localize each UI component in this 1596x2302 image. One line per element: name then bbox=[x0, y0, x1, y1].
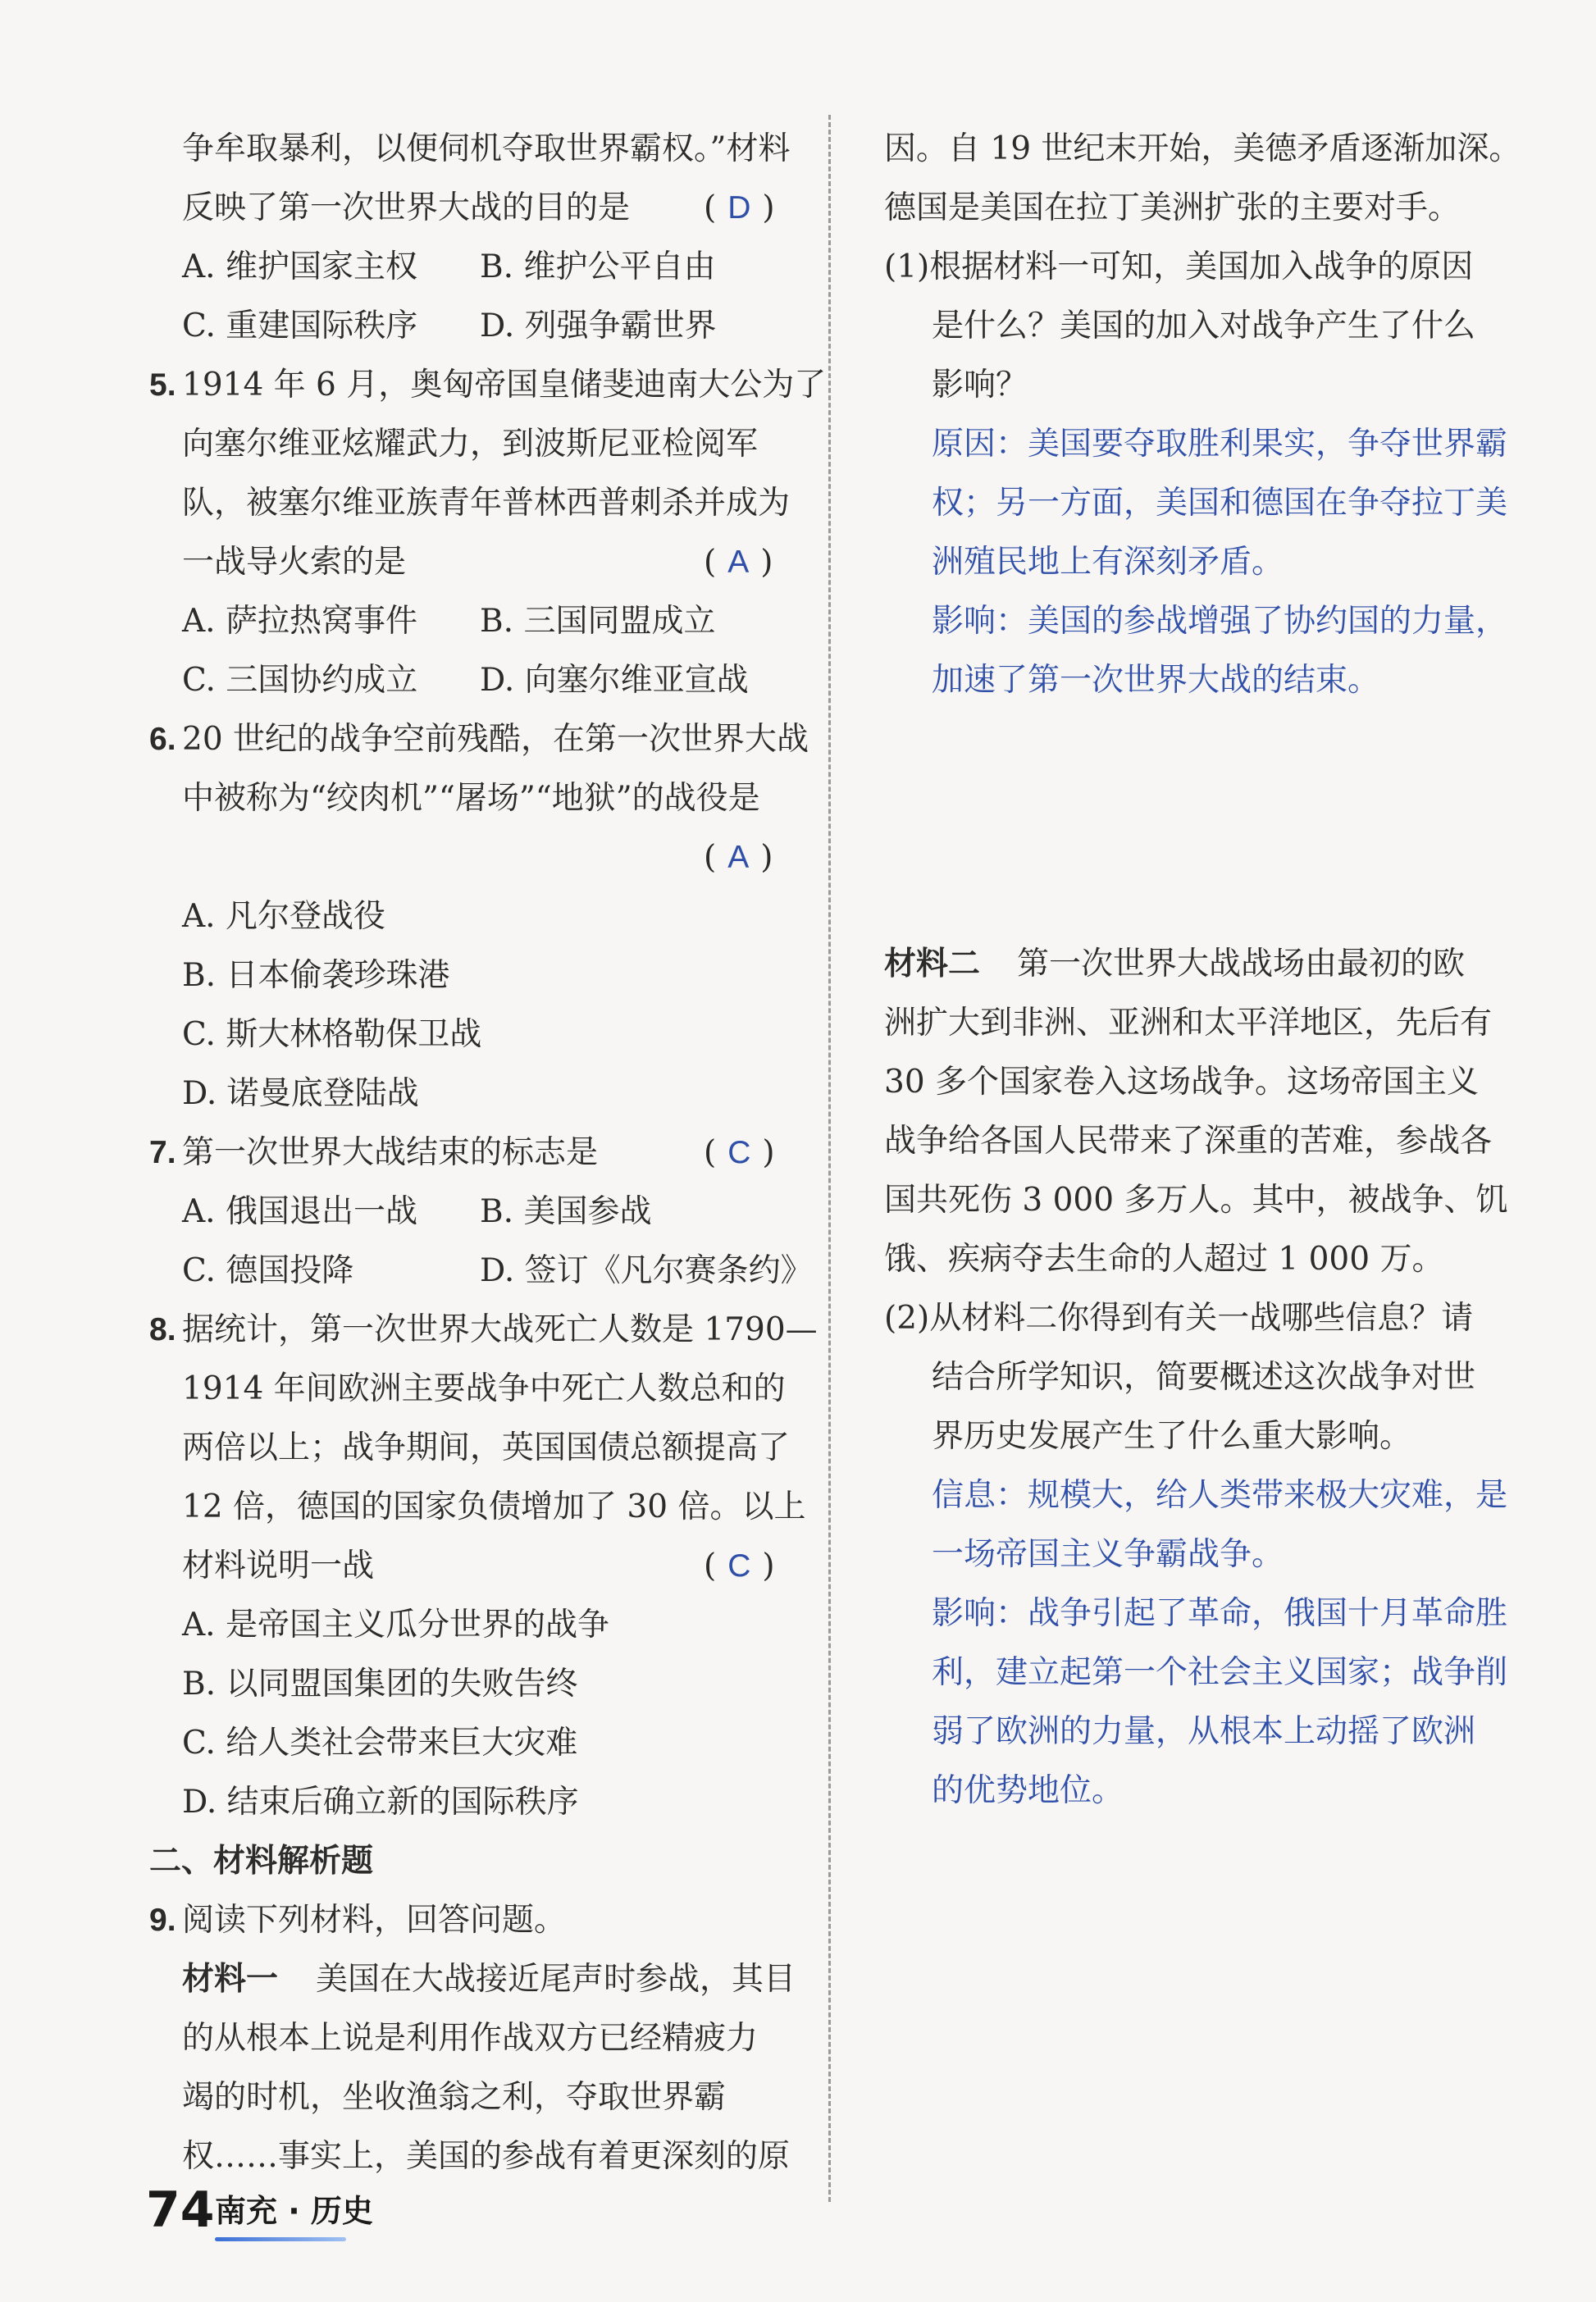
q6-option-c: C. 斯大林格勒保卫战 bbox=[182, 1016, 482, 1053]
answer-1-line-3: 洲殖民地上有深刻矛盾。 bbox=[932, 544, 1284, 581]
q5-line-4: 一战导火索的是 bbox=[182, 544, 407, 581]
sub-question-2-line-1: (2)从材料二你得到有关一战哪些信息？请 bbox=[884, 1300, 1474, 1337]
q8-number: 8. bbox=[149, 1312, 176, 1347]
answer-2-line-6: 的优势地位。 bbox=[932, 1772, 1124, 1809]
q6-answer: ( A ) bbox=[704, 839, 773, 876]
q5-number: 5. bbox=[149, 367, 176, 403]
q7-answer-letter: C bbox=[727, 1135, 751, 1170]
answer-1-line-5: 加速了第一次世界大战的结束。 bbox=[932, 662, 1380, 699]
answer-2-line-2: 一场帝国主义争霸战争。 bbox=[932, 1536, 1284, 1573]
q8-line-5: 材料说明一战 bbox=[182, 1548, 375, 1584]
book-title: 南充 · 历史 bbox=[215, 2193, 373, 2229]
material-2-line-2: 洲扩大到非洲、亚洲和太平洋地区，先后有 bbox=[884, 1005, 1493, 1042]
q7-option-a: A. 俄国退出一战 bbox=[182, 1193, 417, 1230]
q6-line-2: 中被称为“绞肉机”“屠场”“地狱”的战役是 bbox=[182, 780, 760, 817]
q7-answer: ( C ) bbox=[704, 1134, 775, 1171]
q7-option-c: C. 德国投降 bbox=[182, 1252, 354, 1289]
answer-2-line-3: 影响：战争引起了革命，俄国十月革命胜 bbox=[932, 1595, 1508, 1632]
material-1-cont-line-1: 因。自 19 世纪末开始，美德矛盾逐渐加深。 bbox=[884, 130, 1521, 167]
material-2-line-4: 战争给各国人民带来了深重的苦难，参战各 bbox=[884, 1123, 1493, 1160]
sub-question-2-line-3: 界历史发展产生了什么重大影响。 bbox=[932, 1418, 1412, 1455]
q8-option-c: C. 给人类社会带来巨大灾难 bbox=[182, 1725, 578, 1762]
q8-line-4: 12 倍，德国的国家负债增加了 30 倍。以上 bbox=[182, 1488, 806, 1525]
q8-answer: ( C ) bbox=[704, 1548, 775, 1584]
column-divider bbox=[828, 115, 831, 2202]
q5-line-3: 队，被塞尔维亚族青年普林西普刺杀并成为 bbox=[182, 485, 791, 522]
q4-line-1: 争牟取暴利，以便伺机夺取世界霸权。”材料 bbox=[182, 130, 791, 167]
q5-option-c: C. 三国协约成立 bbox=[182, 662, 418, 699]
material-2-label: 材料二 bbox=[884, 946, 981, 982]
material-1-line-2: 的从根本上说是利用作战双方已经精疲力 bbox=[182, 2020, 759, 2057]
q7-line-1: 第一次世界大战结束的标志是 bbox=[182, 1134, 599, 1171]
q5-line-2: 向塞尔维亚炫耀武力，到波斯尼亚检阅军 bbox=[182, 426, 759, 463]
q4-option-b: B. 维护公平自由 bbox=[480, 248, 716, 285]
q6-answer-letter: A bbox=[727, 840, 750, 875]
q6-line-1: 20 世纪的战争空前残酷，在第一次世界大战 bbox=[182, 721, 809, 758]
q7-number: 7. bbox=[149, 1135, 176, 1170]
material-1-line-1: 美国在大战接近尾声时参战，其目 bbox=[316, 1961, 796, 1998]
q5-answer-letter: A bbox=[727, 545, 750, 580]
material-1-line-4: 权……事实上，美国的参战有着更深刻的原 bbox=[182, 2138, 791, 2175]
q9-intro: 阅读下列材料，回答问题。 bbox=[182, 1902, 567, 1939]
q8-option-a: A. 是帝国主义瓜分世界的战争 bbox=[182, 1607, 609, 1643]
sub-question-1-line-3: 影响？ bbox=[932, 367, 1028, 403]
q4-answer: ( D ) bbox=[704, 189, 775, 226]
answer-2-line-4: 利，建立起第一个社会主义国家；战争削 bbox=[932, 1654, 1508, 1691]
q8-line-3: 两倍以上；战争期间，英国国债总额提高了 bbox=[182, 1429, 791, 1466]
material-1-label: 材料一 bbox=[182, 1961, 279, 1998]
footer-underline bbox=[215, 2237, 346, 2241]
q6-option-d: D. 诺曼底登陆战 bbox=[182, 1075, 419, 1112]
material-2-line-1: 第一次世界大战战场由最初的欧 bbox=[1017, 946, 1466, 982]
q5-option-d: D. 向塞尔维亚宣战 bbox=[480, 662, 749, 699]
q4-option-d: D. 列强争霸世界 bbox=[480, 308, 717, 344]
q8-option-d: D. 结束后确立新的国际秩序 bbox=[182, 1784, 579, 1821]
q5-option-b: B. 三国同盟成立 bbox=[480, 603, 716, 640]
q7-option-d: D. 签订《凡尔赛条约》 bbox=[480, 1252, 813, 1289]
q8-option-b: B. 以同盟国集团的失败告终 bbox=[182, 1666, 578, 1703]
q6-option-b: B. 日本偷袭珍珠港 bbox=[182, 957, 450, 994]
q7-option-b: B. 美国参战 bbox=[480, 1193, 652, 1230]
q5-line-1: 1914 年 6 月，奥匈帝国皇储斐迪南大公为了 bbox=[182, 367, 827, 403]
q4-answer-letter: D bbox=[727, 190, 751, 226]
answer-2-line-5: 弱了欧洲的力量，从根本上动摇了欧洲 bbox=[932, 1713, 1476, 1750]
sub-question-1-line-1: (1)根据材料一可知，美国加入战争的原因 bbox=[884, 248, 1474, 285]
material-1-line-3: 竭的时机，坐收渔翁之利，夺取世界霸 bbox=[182, 2079, 727, 2116]
q5-option-a: A. 萨拉热窝事件 bbox=[182, 603, 417, 640]
material-2-line-5: 国共死伤 3 000 多万人。其中，被战争、饥 bbox=[884, 1182, 1508, 1219]
q5-answer: ( A ) bbox=[704, 544, 773, 581]
q8-answer-letter: C bbox=[727, 1548, 751, 1584]
answer-1-line-2: 权；另一方面，美国和德国在争夺拉丁美 bbox=[932, 485, 1508, 522]
q4-option-a: A. 维护国家主权 bbox=[182, 248, 417, 285]
q8-line-1: 据统计，第一次世界大战死亡人数是 1790— bbox=[182, 1311, 818, 1348]
sub-question-1-line-2: 是什么？美国的加入对战争产生了什么 bbox=[932, 308, 1476, 344]
answer-1-line-1: 原因：美国要夺取胜利果实，争夺世界霸 bbox=[932, 426, 1508, 463]
section-heading: 二、材料解析题 bbox=[149, 1843, 374, 1880]
q9-number: 9. bbox=[149, 1903, 176, 1938]
sub-question-2-line-2: 结合所学知识，简要概述这次战争对世 bbox=[932, 1359, 1476, 1396]
answer-1-line-4: 影响：美国的参战增强了协约国的力量， bbox=[932, 603, 1508, 640]
q6-number: 6. bbox=[149, 722, 176, 757]
q4-line-2: 反映了第一次世界大战的目的是 bbox=[182, 189, 631, 226]
material-2-line-6: 饿、疾病夺去生命的人超过 1 000 万。 bbox=[884, 1241, 1444, 1278]
q4-option-c: C. 重建国际秩序 bbox=[182, 308, 418, 344]
material-1-cont-line-2: 德国是美国在拉丁美洲扩张的主要对手。 bbox=[884, 189, 1461, 226]
page-number: 74 bbox=[146, 2181, 215, 2239]
answer-2-line-1: 信息：规模大，给人类带来极大灾难，是 bbox=[932, 1477, 1508, 1514]
material-2-line-3: 30 多个国家卷入这场战争。这场帝国主义 bbox=[884, 1064, 1480, 1101]
q6-option-a: A. 凡尔登战役 bbox=[182, 898, 385, 935]
q8-line-2: 1914 年间欧洲主要战争中死亡人数总和的 bbox=[182, 1370, 786, 1407]
